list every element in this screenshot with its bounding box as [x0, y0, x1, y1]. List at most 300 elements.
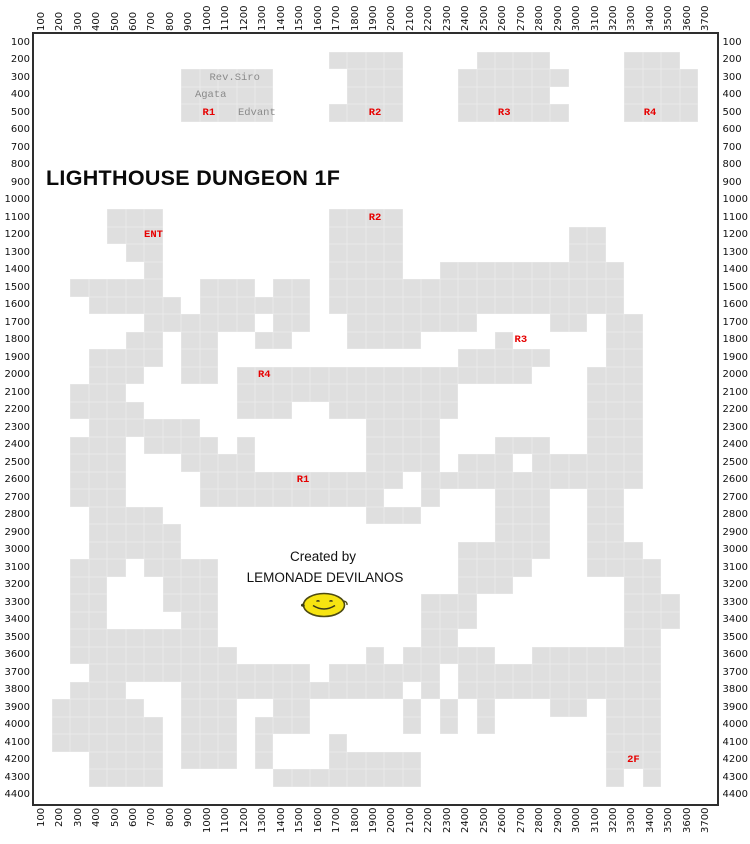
axis-tick-right: 2400 — [722, 439, 748, 451]
dungeon-cell — [550, 297, 568, 315]
axis-tick-left: 2100 — [4, 386, 30, 398]
dungeon-cell — [643, 577, 661, 595]
axis-tick-left: 700 — [10, 141, 30, 153]
dungeon-cell — [384, 244, 402, 262]
dungeon-cell — [587, 244, 605, 262]
dungeon-cell — [347, 489, 365, 507]
dungeon-cell — [569, 472, 587, 490]
dungeon-cell — [606, 402, 624, 420]
dungeon-cell — [643, 699, 661, 717]
dungeon-cell — [292, 279, 310, 297]
dungeon-cell — [163, 437, 181, 455]
dungeon-cell — [458, 682, 476, 700]
dungeon-cell — [347, 262, 365, 280]
dungeon-cell — [144, 297, 162, 315]
dungeon-cell — [384, 314, 402, 332]
dungeon-cell — [163, 647, 181, 665]
dungeon-cell — [366, 454, 384, 472]
dungeon-cell — [89, 489, 107, 507]
dungeon-cell — [163, 559, 181, 577]
dungeon-cell — [403, 437, 421, 455]
dungeon-cell — [624, 419, 642, 437]
axis-tick-left: 3800 — [4, 684, 30, 696]
dungeon-cell — [181, 577, 199, 595]
dungeon-cell — [403, 664, 421, 682]
dungeon-cell — [366, 402, 384, 420]
axis-tick-right: 700 — [722, 141, 742, 153]
dungeon-cell — [181, 69, 199, 87]
dungeon-cell — [587, 489, 605, 507]
dungeon-cell — [237, 489, 255, 507]
axis-tick-left: 3000 — [4, 544, 30, 556]
dungeon-cell — [643, 647, 661, 665]
dungeon-cell — [384, 437, 402, 455]
dungeon-cell — [126, 752, 144, 770]
dungeon-cell — [477, 472, 495, 490]
dungeon-cell — [366, 647, 384, 665]
dungeon-cell — [347, 664, 365, 682]
dungeon-cell — [624, 699, 642, 717]
dungeon-cell — [310, 682, 328, 700]
axis-tick-right: 1200 — [722, 229, 748, 241]
dungeon-cell — [107, 437, 125, 455]
dungeon-cell — [144, 752, 162, 770]
dungeon-cell — [440, 612, 458, 630]
dungeon-cell — [495, 297, 513, 315]
dungeon-cell — [126, 297, 144, 315]
dungeon-cell — [218, 297, 236, 315]
dungeon-cell — [587, 524, 605, 542]
dungeon-cell — [513, 262, 531, 280]
axis-tick-right: 3900 — [722, 701, 748, 713]
axis-tick-right: 1400 — [722, 264, 748, 276]
dungeon-cell — [458, 664, 476, 682]
dungeon-cell — [144, 717, 162, 735]
dungeon-cell — [181, 314, 199, 332]
dungeon-cell — [606, 297, 624, 315]
dungeon-cell — [384, 262, 402, 280]
dungeon-cell — [200, 437, 218, 455]
dungeon-cell — [70, 699, 88, 717]
dungeon-cell — [329, 752, 347, 770]
dungeon-cell — [89, 559, 107, 577]
dungeon-cell — [292, 717, 310, 735]
dungeon-cell — [255, 384, 273, 402]
axis-tick-bottom: 3500 — [663, 808, 675, 834]
dungeon-cell — [126, 209, 144, 227]
dungeon-cell — [569, 262, 587, 280]
dungeon-cell — [89, 542, 107, 560]
dungeon-cell — [550, 104, 568, 122]
dungeon-cell — [200, 367, 218, 385]
dungeon-cell — [144, 419, 162, 437]
axis-tick-top: 2400 — [460, 5, 472, 31]
dungeon-cell — [107, 209, 125, 227]
dungeon-cell — [107, 699, 125, 717]
dungeon-cell — [292, 297, 310, 315]
dungeon-cell — [680, 87, 698, 105]
dungeon-cell — [403, 717, 421, 735]
dungeon-cell — [89, 752, 107, 770]
dungeon-cell — [144, 664, 162, 682]
dungeon-cell — [255, 332, 273, 350]
dungeon-cell — [643, 682, 661, 700]
dungeon-cell — [587, 472, 605, 490]
axis-tick-right: 2600 — [722, 474, 748, 486]
axis-tick-bottom: 1500 — [294, 808, 306, 834]
dungeon-cell — [273, 682, 291, 700]
dungeon-cell — [273, 402, 291, 420]
dungeon-cell — [384, 69, 402, 87]
dungeon-cell — [237, 437, 255, 455]
axis-tick-left: 3600 — [4, 649, 30, 661]
dungeon-cell — [292, 384, 310, 402]
dungeon-cell — [477, 577, 495, 595]
dungeon-cell — [126, 629, 144, 647]
dungeon-cell — [89, 454, 107, 472]
dungeon-cell — [477, 717, 495, 735]
dungeon-cell — [606, 542, 624, 560]
dungeon-cell — [181, 699, 199, 717]
axis-tick-right: 1100 — [722, 211, 748, 223]
axis-tick-bottom: 1300 — [257, 808, 269, 834]
axis-tick-right: 3600 — [722, 649, 748, 661]
axis-tick-right: 100 — [722, 36, 742, 48]
axis-tick-top: 3200 — [607, 5, 619, 31]
dungeon-cell — [403, 367, 421, 385]
axis-tick-right: 2200 — [722, 404, 748, 416]
axis-tick-right: 4000 — [722, 719, 748, 731]
dungeon-cell — [384, 507, 402, 525]
map-label-r2: R2 — [368, 211, 382, 224]
dungeon-cell — [218, 717, 236, 735]
dungeon-cell — [421, 419, 439, 437]
dungeon-cell — [643, 69, 661, 87]
axis-tick-right: 900 — [722, 176, 742, 188]
dungeon-cell — [107, 559, 125, 577]
axis-tick-left: 1600 — [4, 299, 30, 311]
dungeon-cell — [532, 87, 550, 105]
dungeon-cell — [384, 454, 402, 472]
dungeon-cell — [292, 367, 310, 385]
dungeon-cell — [144, 314, 162, 332]
axis-tick-right: 3300 — [722, 596, 748, 608]
dungeon-cell — [366, 664, 384, 682]
dungeon-cell — [218, 682, 236, 700]
dungeon-cell — [200, 577, 218, 595]
dungeon-cell — [163, 594, 181, 612]
dungeon-cell — [532, 437, 550, 455]
dungeon-cell — [200, 297, 218, 315]
dungeon-cell — [218, 454, 236, 472]
dungeon-cell — [440, 699, 458, 717]
dungeon-cell — [403, 419, 421, 437]
dungeon-cell — [477, 297, 495, 315]
dungeon-cell — [329, 734, 347, 752]
dungeon-cell — [366, 262, 384, 280]
axis-tick-top: 500 — [109, 11, 121, 31]
dungeon-cell — [89, 524, 107, 542]
dungeon-cell — [421, 297, 439, 315]
dungeon-cell — [200, 472, 218, 490]
dungeon-cell — [643, 52, 661, 70]
dungeon-cell — [532, 104, 550, 122]
dungeon-cell — [384, 664, 402, 682]
axis-tick-left: 3200 — [4, 579, 30, 591]
axis-tick-left: 3300 — [4, 596, 30, 608]
dungeon-cell — [421, 402, 439, 420]
dungeon-cell — [329, 262, 347, 280]
dungeon-cell — [384, 402, 402, 420]
dungeon-cell — [550, 699, 568, 717]
dungeon-cell — [273, 332, 291, 350]
dungeon-cell — [624, 612, 642, 630]
axis-tick-right: 200 — [722, 54, 742, 66]
dungeon-cell — [606, 647, 624, 665]
dungeon-cell — [144, 279, 162, 297]
dungeon-cell — [366, 367, 384, 385]
axis-tick-top: 2300 — [441, 5, 453, 31]
axis-tick-bottom: 700 — [146, 808, 158, 828]
dungeon-cell — [52, 717, 70, 735]
dungeon-cell — [70, 647, 88, 665]
axis-tick-bottom: 3000 — [571, 808, 583, 834]
axis-tick-top: 3000 — [571, 5, 583, 31]
dungeon-cell — [273, 279, 291, 297]
dungeon-cell — [513, 542, 531, 560]
axis-tick-bottom: 2500 — [478, 808, 490, 834]
dungeon-cell — [477, 279, 495, 297]
dungeon-cell — [458, 647, 476, 665]
axis-tick-right: 600 — [722, 124, 742, 136]
dungeon-cell — [421, 594, 439, 612]
dungeon-cell — [606, 262, 624, 280]
dungeon-cell — [366, 297, 384, 315]
dungeon-cell — [255, 717, 273, 735]
dungeon-cell — [624, 664, 642, 682]
dungeon-cell — [366, 87, 384, 105]
dungeon-cell — [495, 524, 513, 542]
dungeon-cell — [347, 752, 365, 770]
dungeon-cell — [126, 244, 144, 262]
axis-tick-right: 1800 — [722, 334, 748, 346]
dungeon-cell — [550, 647, 568, 665]
axis-tick-left: 1500 — [4, 281, 30, 293]
map-label-2f-stairs: 2F — [627, 754, 640, 766]
dungeon-cell — [107, 489, 125, 507]
dungeon-cell — [255, 752, 273, 770]
dungeon-cell — [347, 472, 365, 490]
axis-tick-left: 2700 — [4, 491, 30, 503]
dungeon-cell — [255, 472, 273, 490]
dungeon-cell — [329, 384, 347, 402]
axis-tick-right: 2800 — [722, 509, 748, 521]
axis-tick-right: 500 — [722, 106, 742, 118]
dungeon-cell — [384, 227, 402, 245]
axis-tick-bottom: 3100 — [589, 808, 601, 834]
dungeon-cell — [181, 664, 199, 682]
dungeon-cell — [477, 104, 495, 122]
axis-tick-bottom: 2100 — [404, 808, 416, 834]
axis-tick-top: 2200 — [423, 5, 435, 31]
dungeon-cell — [624, 402, 642, 420]
dungeon-cell — [255, 489, 273, 507]
credit-line-2: LEMONADE DEVILANOS — [246, 570, 404, 585]
dungeon-cell — [200, 664, 218, 682]
dungeon-cell — [458, 367, 476, 385]
axis-tick-left: 300 — [10, 71, 30, 83]
dungeon-cell — [366, 69, 384, 87]
page-title: LIGHTHOUSE DUNGEON 1F — [46, 166, 341, 190]
dungeon-cell — [606, 734, 624, 752]
dungeon-cell — [513, 367, 531, 385]
axis-tick-top: 200 — [54, 11, 66, 31]
dungeon-cell — [200, 647, 218, 665]
dungeon-cell — [513, 69, 531, 87]
axis-tick-left: 800 — [10, 159, 30, 171]
dungeon-cell — [532, 279, 550, 297]
dungeon-cell — [384, 752, 402, 770]
dungeon-cell — [624, 332, 642, 350]
dungeon-cell — [70, 279, 88, 297]
dungeon-cell — [624, 734, 642, 752]
axis-tick-right: 300 — [722, 71, 742, 83]
dungeon-cell — [70, 489, 88, 507]
dungeon-cell — [403, 384, 421, 402]
dungeon-cell — [126, 349, 144, 367]
dungeon-cell — [70, 717, 88, 735]
axis-tick-left: 4300 — [4, 771, 30, 783]
dungeon-cell — [513, 52, 531, 70]
axis-tick-left: 600 — [10, 124, 30, 136]
dungeon-cell — [403, 402, 421, 420]
dungeon-cell — [181, 104, 199, 122]
dungeon-cell — [347, 69, 365, 87]
dungeon-cell — [70, 594, 88, 612]
dungeon-cell — [126, 367, 144, 385]
dungeon-cell — [89, 682, 107, 700]
room-diagram-label-r1: R1 — [202, 106, 216, 119]
dungeon-cell — [532, 262, 550, 280]
axis-tick-right: 4400 — [722, 789, 748, 801]
dungeon-cell — [89, 577, 107, 595]
dungeon-cell — [624, 314, 642, 332]
axis-tick-bottom: 3700 — [700, 808, 712, 834]
dungeon-cell — [107, 367, 125, 385]
dungeon-cell — [89, 349, 107, 367]
dungeon-cell — [107, 349, 125, 367]
dungeon-cell — [144, 437, 162, 455]
dungeon-cell — [126, 419, 144, 437]
dungeon-cell — [89, 419, 107, 437]
dungeon-cell — [458, 262, 476, 280]
dungeon-cell — [403, 769, 421, 787]
dungeon-cell — [310, 769, 328, 787]
dungeon-cell — [200, 559, 218, 577]
dungeon-cell — [532, 52, 550, 70]
dungeon-cell — [218, 752, 236, 770]
dungeon-cell — [107, 664, 125, 682]
dungeon-cell — [329, 664, 347, 682]
dungeon-cell — [440, 314, 458, 332]
dungeon-cell — [107, 472, 125, 490]
legend-npc-edvant: Edvant — [237, 106, 276, 119]
dungeon-cell — [587, 559, 605, 577]
axis-tick-top: 400 — [91, 11, 103, 31]
dungeon-cell — [218, 734, 236, 752]
dungeon-cell — [624, 384, 642, 402]
dungeon-cell — [107, 419, 125, 437]
axis-tick-bottom: 200 — [54, 808, 66, 828]
axis-tick-bottom: 2000 — [386, 808, 398, 834]
dungeon-cell — [569, 227, 587, 245]
dungeon-cell — [477, 367, 495, 385]
axis-tick-right: 3500 — [722, 631, 748, 643]
dungeon-cell — [569, 454, 587, 472]
dungeon-cell — [587, 682, 605, 700]
dungeon-cell — [403, 647, 421, 665]
dungeon-cell — [569, 699, 587, 717]
dungeon-cell — [421, 279, 439, 297]
dungeon-cell — [477, 559, 495, 577]
dungeon-cell — [366, 752, 384, 770]
dungeon-cell — [70, 437, 88, 455]
axis-tick-top: 3300 — [626, 5, 638, 31]
axis-tick-left: 100 — [10, 36, 30, 48]
dungeon-cell — [329, 769, 347, 787]
dungeon-cell — [532, 297, 550, 315]
dungeon-cell — [107, 734, 125, 752]
axis-tick-top: 300 — [72, 11, 84, 31]
axis-tick-bottom: 2700 — [515, 808, 527, 834]
axis-tick-left: 1800 — [4, 334, 30, 346]
dungeon-cell — [587, 402, 605, 420]
dungeon-cell — [181, 437, 199, 455]
dungeon-cell — [643, 559, 661, 577]
dungeon-cell — [218, 699, 236, 717]
dungeon-cell — [587, 279, 605, 297]
dungeon-cell — [495, 349, 513, 367]
dungeon-cell — [606, 419, 624, 437]
dungeon-cell — [329, 209, 347, 227]
dungeon-cell — [163, 524, 181, 542]
dungeon-cell — [163, 297, 181, 315]
axis-tick-left: 3400 — [4, 614, 30, 626]
dungeon-cell — [126, 507, 144, 525]
axis-tick-bottom: 3600 — [681, 808, 693, 834]
dungeon-cell — [624, 69, 642, 87]
axis-tick-top: 800 — [164, 11, 176, 31]
dungeon-cell — [273, 717, 291, 735]
axis-tick-top: 1700 — [331, 5, 343, 31]
axis-tick-right: 4200 — [722, 754, 748, 766]
axis-tick-right: 400 — [722, 89, 742, 101]
dungeon-cell — [181, 332, 199, 350]
dungeon-cell — [347, 402, 365, 420]
dungeon-cell — [200, 682, 218, 700]
dungeon-cell — [329, 52, 347, 70]
dungeon-cell — [606, 507, 624, 525]
axis-tick-bottom: 1000 — [201, 808, 213, 834]
dungeon-cell — [218, 472, 236, 490]
axis-tick-left: 3700 — [4, 666, 30, 678]
dungeon-cell — [495, 577, 513, 595]
dungeon-cell — [495, 682, 513, 700]
dungeon-cell — [624, 87, 642, 105]
room-diagram-label-r4: R4 — [643, 106, 657, 119]
dungeon-cell — [237, 454, 255, 472]
dungeon-cell — [440, 384, 458, 402]
